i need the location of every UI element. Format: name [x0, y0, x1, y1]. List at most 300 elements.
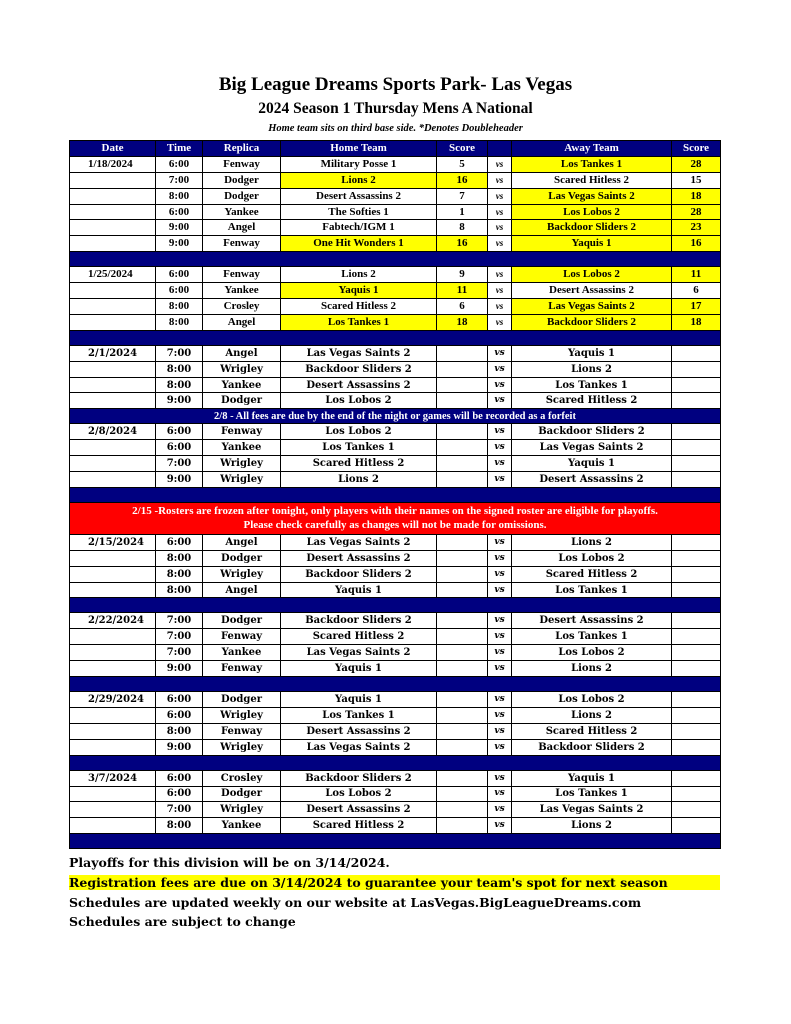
game-time: 7:00: [156, 613, 203, 629]
game-field: Yankee: [203, 818, 281, 834]
game-field: Dodger: [203, 393, 281, 409]
away-score: 6: [672, 283, 721, 299]
away-team: Backdoor Sliders 2: [512, 220, 672, 236]
home-score: [437, 345, 488, 361]
game-field: Wrigley: [203, 739, 281, 755]
vs-label: vs: [488, 456, 512, 472]
vs-label: vs: [488, 566, 512, 582]
away-team: Yaquis 1: [512, 345, 672, 361]
away-score: [672, 550, 721, 566]
game-row: [70, 204, 721, 220]
away-score: [672, 361, 721, 377]
game-row: [70, 236, 721, 252]
game-date: 2/1/2024: [70, 345, 156, 361]
game-date: 1/25/2024: [70, 267, 156, 283]
away-team: Lions 2: [512, 534, 672, 550]
game-date: [70, 786, 156, 802]
game-field: Dodger: [203, 188, 281, 204]
away-score: [672, 566, 721, 582]
game-field: Fenway: [203, 156, 281, 172]
game-field: Dodger: [203, 550, 281, 566]
game-time: 6:00: [156, 534, 203, 550]
away-score: [672, 345, 721, 361]
table-header-row: [70, 141, 721, 157]
away-team: Lions 2: [512, 818, 672, 834]
away-score: [672, 534, 721, 550]
schedule-table: [69, 140, 721, 849]
home-score: 11: [437, 283, 488, 299]
home-score: [437, 550, 488, 566]
home-team: Military Posse 1: [281, 156, 437, 172]
home-team: Yaquis 1: [281, 692, 437, 708]
game-time: 6:00: [156, 156, 203, 172]
away-score: 28: [672, 156, 721, 172]
divider-cell: [70, 487, 721, 502]
home-team: Yaquis 1: [281, 582, 437, 598]
game-time: 6:00: [156, 283, 203, 299]
game-date: [70, 440, 156, 456]
divider-cell: [70, 834, 721, 849]
game-date: [70, 645, 156, 661]
game-time: 8:00: [156, 377, 203, 393]
game-row: [70, 377, 721, 393]
away-team: Las Vegas Saints 2: [512, 299, 672, 315]
game-field: Dodger: [203, 172, 281, 188]
away-score: [672, 645, 721, 661]
game-row: [70, 456, 721, 472]
fee-notice-row: [70, 409, 721, 424]
game-date: [70, 550, 156, 566]
game-row: [70, 299, 721, 315]
vs-label: vs: [488, 818, 512, 834]
game-row: [70, 692, 721, 708]
divider-cell: [70, 252, 721, 267]
page-title: Big League Dreams Sports Park- Las Vegas: [218, 74, 573, 95]
week-divider: [70, 598, 721, 613]
game-date: 1/18/2024: [70, 156, 156, 172]
away-team: Backdoor Sliders 2: [512, 314, 672, 330]
home-team: Los Lobos 2: [281, 786, 437, 802]
game-date: [70, 582, 156, 598]
home-team: Las Vegas Saints 2: [281, 345, 437, 361]
home-team: Scared Hitless 2: [281, 299, 437, 315]
vs-label: vs: [488, 770, 512, 786]
away-score: [672, 393, 721, 409]
home-team: Los Tankes 1: [281, 707, 437, 723]
col-header-date: Date: [70, 141, 156, 157]
home-score: 1: [437, 204, 488, 220]
away-team: Lions 2: [512, 661, 672, 677]
home-team: Desert Assassins 2: [281, 550, 437, 566]
vs-label: vs: [488, 283, 512, 299]
home-team: Lions 2: [281, 267, 437, 283]
game-field: Fenway: [203, 267, 281, 283]
away-score: [672, 629, 721, 645]
home-team: Las Vegas Saints 2: [281, 534, 437, 550]
home-score: 6: [437, 299, 488, 315]
home-team: Desert Assassins 2: [281, 802, 437, 818]
away-score: [672, 661, 721, 677]
away-score: [672, 707, 721, 723]
roster-alert-line: Please check carefully as changes will not be made for omissions.: [243, 519, 547, 532]
game-date: [70, 723, 156, 739]
game-field: Fenway: [203, 629, 281, 645]
game-time: 6:00: [156, 267, 203, 283]
vs-label: vs: [488, 377, 512, 393]
away-score: 15: [672, 172, 721, 188]
home-score: 9: [437, 267, 488, 283]
game-row: [70, 267, 721, 283]
game-field: Wrigley: [203, 472, 281, 488]
game-date: [70, 629, 156, 645]
divider-cell: [70, 755, 721, 770]
game-time: 8:00: [156, 299, 203, 315]
vs-label: vs: [488, 361, 512, 377]
vs-label: vs: [488, 661, 512, 677]
game-date: [70, 220, 156, 236]
away-team: Desert Assassins 2: [512, 283, 672, 299]
away-score: [672, 377, 721, 393]
game-date: [70, 361, 156, 377]
game-row: [70, 723, 721, 739]
away-team: Yaquis 1: [512, 236, 672, 252]
home-score: [437, 361, 488, 377]
schedule-body: [70, 156, 721, 848]
vs-label: vs: [488, 393, 512, 409]
home-team: Las Vegas Saints 2: [281, 739, 437, 755]
game-row: [70, 550, 721, 566]
col-header-time: Time: [156, 141, 203, 157]
home-score: [437, 723, 488, 739]
away-score: [672, 818, 721, 834]
vs-label: vs: [488, 424, 512, 440]
home-score: [437, 566, 488, 582]
col-header-replica: Replica: [203, 141, 281, 157]
game-field: Yankee: [203, 377, 281, 393]
home-score: [437, 661, 488, 677]
home-team: Backdoor Sliders 2: [281, 613, 437, 629]
fee-notice: 2/8 - All fees are due by the end of the night or games will be recorded as a forfeit: [70, 409, 721, 424]
game-field: Dodger: [203, 786, 281, 802]
game-time: 8:00: [156, 582, 203, 598]
game-time: 8:00: [156, 723, 203, 739]
game-date: [70, 299, 156, 315]
game-field: Fenway: [203, 236, 281, 252]
subject-to-change-note: Schedules are subject to change: [69, 914, 296, 929]
home-score: [437, 456, 488, 472]
away-team: Los Tankes 1: [512, 582, 672, 598]
game-date: 2/22/2024: [70, 613, 156, 629]
away-team: Desert Assassins 2: [512, 472, 672, 488]
col-header-vs: [488, 141, 512, 157]
home-score: [437, 707, 488, 723]
home-team: Los Tankes 1: [281, 440, 437, 456]
vs-label: vs: [488, 267, 512, 283]
away-team: Las Vegas Saints 2: [512, 188, 672, 204]
game-time: 7:00: [156, 456, 203, 472]
home-team: Desert Assassins 2: [281, 723, 437, 739]
home-score: [437, 739, 488, 755]
home-team: Lions 2: [281, 172, 437, 188]
game-date: [70, 818, 156, 834]
game-row: [70, 172, 721, 188]
home-score: 5: [437, 156, 488, 172]
away-score: [672, 770, 721, 786]
game-field: Angel: [203, 220, 281, 236]
game-time: 7:00: [156, 802, 203, 818]
game-field: Yankee: [203, 204, 281, 220]
home-score: [437, 802, 488, 818]
away-team: Los Tankes 1: [512, 629, 672, 645]
game-time: 8:00: [156, 550, 203, 566]
vs-label: vs: [488, 440, 512, 456]
away-team: Scared Hitless 2: [512, 723, 672, 739]
game-field: Wrigley: [203, 456, 281, 472]
game-time: 6:00: [156, 424, 203, 440]
game-row: [70, 440, 721, 456]
game-row: [70, 802, 721, 818]
game-date: [70, 393, 156, 409]
game-date: [70, 566, 156, 582]
game-date: [70, 172, 156, 188]
away-team: Yaquis 1: [512, 770, 672, 786]
game-time: 9:00: [156, 739, 203, 755]
game-time: 9:00: [156, 236, 203, 252]
game-field: Dodger: [203, 692, 281, 708]
away-team: Lions 2: [512, 361, 672, 377]
game-date: 2/29/2024: [70, 692, 156, 708]
away-score: 16: [672, 236, 721, 252]
vs-label: vs: [488, 299, 512, 315]
game-row: [70, 220, 721, 236]
away-team: Los Lobos 2: [512, 267, 672, 283]
home-team: Yaquis 1: [281, 283, 437, 299]
game-row: [70, 283, 721, 299]
game-field: Angel: [203, 314, 281, 330]
week-divider: [70, 252, 721, 267]
home-team: Las Vegas Saints 2: [281, 645, 437, 661]
vs-label: vs: [488, 739, 512, 755]
home-team: Desert Assassins 2: [281, 377, 437, 393]
home-score: [437, 582, 488, 598]
away-score: [672, 424, 721, 440]
game-time: 8:00: [156, 188, 203, 204]
game-date: [70, 739, 156, 755]
away-team: Backdoor Sliders 2: [512, 739, 672, 755]
home-team-note: Home team sits on third base side. *Denotes Doubleheader: [268, 123, 523, 134]
game-row: [70, 566, 721, 582]
home-score: [437, 534, 488, 550]
home-score: [437, 424, 488, 440]
vs-label: vs: [488, 645, 512, 661]
home-score: [437, 393, 488, 409]
game-field: Wrigley: [203, 707, 281, 723]
game-date: [70, 707, 156, 723]
week-divider: [70, 834, 721, 849]
home-team: Los Tankes 1: [281, 314, 437, 330]
game-field: Angel: [203, 534, 281, 550]
game-row: [70, 707, 721, 723]
away-score: [672, 692, 721, 708]
col-header-away-team: Away Team: [512, 141, 672, 157]
week-divider: [70, 677, 721, 692]
vs-label: vs: [488, 156, 512, 172]
game-field: Fenway: [203, 661, 281, 677]
home-team: Scared Hitless 2: [281, 629, 437, 645]
game-time: 7:00: [156, 345, 203, 361]
divider-cell: [70, 598, 721, 613]
game-field: Crosley: [203, 770, 281, 786]
away-score: [672, 613, 721, 629]
game-time: 6:00: [156, 770, 203, 786]
away-team: Backdoor Sliders 2: [512, 424, 672, 440]
away-team: Desert Assassins 2: [512, 613, 672, 629]
home-team: Backdoor Sliders 2: [281, 770, 437, 786]
away-team: Los Lobos 2: [512, 550, 672, 566]
game-date: [70, 314, 156, 330]
vs-label: vs: [488, 204, 512, 220]
game-field: Dodger: [203, 613, 281, 629]
away-team: Lions 2: [512, 707, 672, 723]
away-score: [672, 456, 721, 472]
home-score: [437, 613, 488, 629]
roster-alert-line: 2/15 -Rosters are frozen after tonight, only players with their names on the signed roster are eligible for playoffs.: [132, 505, 658, 518]
game-row: [70, 582, 721, 598]
game-field: Wrigley: [203, 566, 281, 582]
vs-label: vs: [488, 582, 512, 598]
home-score: [437, 645, 488, 661]
game-time: 8:00: [156, 314, 203, 330]
away-team: Scared Hitless 2: [512, 393, 672, 409]
game-field: Crosley: [203, 299, 281, 315]
roster-alert: [70, 502, 721, 534]
away-score: 18: [672, 314, 721, 330]
game-date: [70, 661, 156, 677]
game-date: [70, 456, 156, 472]
away-score: [672, 739, 721, 755]
game-field: Yankee: [203, 440, 281, 456]
game-time: 9:00: [156, 472, 203, 488]
col-header-home-team: Home Team: [281, 141, 437, 157]
game-time: 6:00: [156, 692, 203, 708]
home-score: [437, 377, 488, 393]
game-time: 7:00: [156, 645, 203, 661]
week-divider: [70, 487, 721, 502]
game-row: [70, 156, 721, 172]
home-team: One Hit Wonders 1: [281, 236, 437, 252]
home-team: Los Lobos 2: [281, 424, 437, 440]
game-time: 6:00: [156, 707, 203, 723]
vs-label: vs: [488, 236, 512, 252]
home-score: 18: [437, 314, 488, 330]
game-field: Angel: [203, 345, 281, 361]
vs-label: vs: [488, 550, 512, 566]
game-row: [70, 818, 721, 834]
game-row: [70, 472, 721, 488]
away-score: [672, 472, 721, 488]
home-score: 16: [437, 172, 488, 188]
vs-label: vs: [488, 172, 512, 188]
game-date: [70, 204, 156, 220]
home-score: [437, 472, 488, 488]
game-row: [70, 629, 721, 645]
vs-label: vs: [488, 534, 512, 550]
game-field: Fenway: [203, 723, 281, 739]
home-score: [437, 818, 488, 834]
roster-alert-row: [70, 502, 721, 534]
game-row: [70, 613, 721, 629]
away-team: Las Vegas Saints 2: [512, 440, 672, 456]
game-time: 7:00: [156, 172, 203, 188]
season-subtitle: 2024 Season 1 Thursday Mens A National: [258, 100, 533, 117]
game-row: [70, 661, 721, 677]
game-row: [70, 645, 721, 661]
vs-label: vs: [488, 345, 512, 361]
home-score: 7: [437, 188, 488, 204]
home-team: Scared Hitless 2: [281, 456, 437, 472]
website-note: Schedules are updated weekly on our website at LasVegas.BigLeagueDreams.com: [69, 895, 642, 910]
away-score: [672, 723, 721, 739]
game-date: [70, 188, 156, 204]
game-time: 8:00: [156, 818, 203, 834]
week-divider: [70, 755, 721, 770]
home-team: Lions 2: [281, 472, 437, 488]
home-score: [437, 786, 488, 802]
home-team: Backdoor Sliders 2: [281, 566, 437, 582]
vs-label: vs: [488, 723, 512, 739]
game-time: 8:00: [156, 566, 203, 582]
away-team: Los Lobos 2: [512, 645, 672, 661]
home-score: [437, 770, 488, 786]
game-time: 6:00: [156, 204, 203, 220]
away-score: [672, 786, 721, 802]
game-row: [70, 786, 721, 802]
away-team: Los Tankes 1: [512, 786, 672, 802]
home-team: Scared Hitless 2: [281, 818, 437, 834]
away-team: Las Vegas Saints 2: [512, 802, 672, 818]
playoffs-note: Playoffs for this division will be on 3/14/2024.: [69, 855, 390, 870]
game-row: [70, 345, 721, 361]
home-score: [437, 440, 488, 456]
vs-label: vs: [488, 314, 512, 330]
game-field: Fenway: [203, 424, 281, 440]
vs-label: vs: [488, 188, 512, 204]
vs-label: vs: [488, 613, 512, 629]
game-field: Yankee: [203, 283, 281, 299]
away-team: Los Lobos 2: [512, 204, 672, 220]
home-team: Fabtech/IGM 1: [281, 220, 437, 236]
away-score: 17: [672, 299, 721, 315]
game-time: 9:00: [156, 661, 203, 677]
game-row: [70, 770, 721, 786]
home-team: Yaquis 1: [281, 661, 437, 677]
game-time: 9:00: [156, 393, 203, 409]
game-field: Wrigley: [203, 802, 281, 818]
away-score: [672, 440, 721, 456]
vs-label: vs: [488, 692, 512, 708]
vs-label: vs: [488, 786, 512, 802]
game-field: Yankee: [203, 645, 281, 661]
home-score: [437, 629, 488, 645]
game-field: Wrigley: [203, 361, 281, 377]
home-team: Backdoor Sliders 2: [281, 361, 437, 377]
game-row: [70, 534, 721, 550]
game-date: [70, 802, 156, 818]
game-row: [70, 314, 721, 330]
col-header-home-score: Score: [437, 141, 488, 157]
away-score: 11: [672, 267, 721, 283]
game-field: Angel: [203, 582, 281, 598]
